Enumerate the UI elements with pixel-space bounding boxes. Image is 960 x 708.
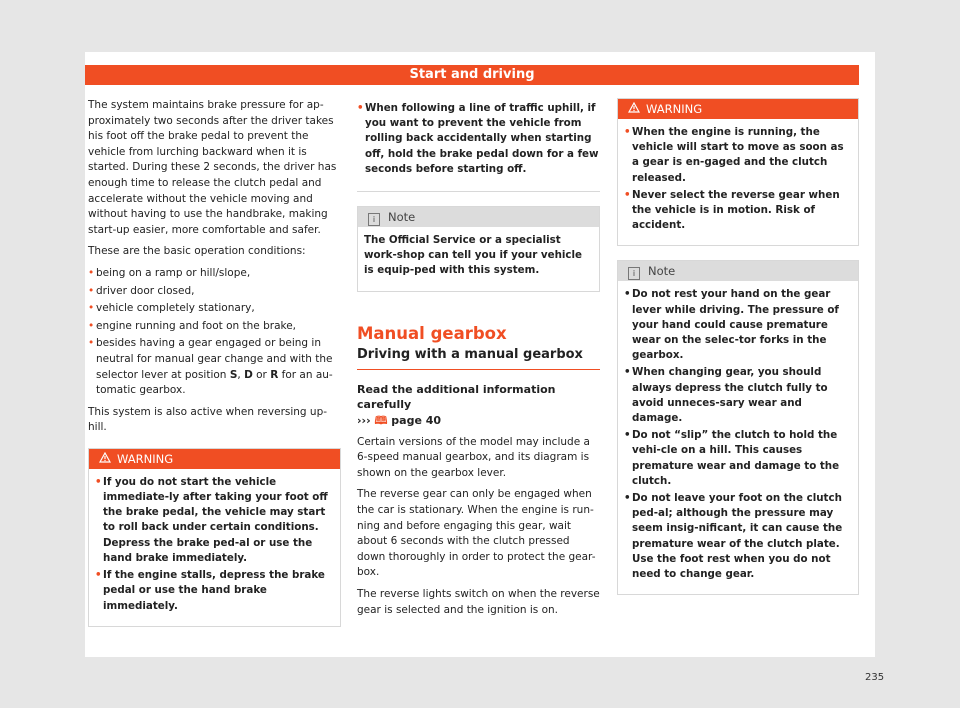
list-item: • driver door closed,	[88, 284, 341, 300]
manual-page	[85, 52, 885, 683]
reversing-paragraph: This system is also active when reversing up-hill.	[88, 405, 328, 434]
note-title: Note	[388, 210, 416, 225]
warning-title: WARNING	[646, 102, 703, 116]
warning-list	[624, 125, 852, 233]
reference-line	[357, 382, 600, 429]
info-icon: i	[368, 213, 380, 226]
note-title: Note	[648, 264, 676, 279]
reference-arrows: ›››	[357, 414, 371, 427]
column-right	[617, 98, 859, 609]
conditions-intro: These are the basic operation conditions:	[88, 245, 306, 258]
section-title: Manual gearbox	[357, 323, 507, 343]
info-icon: i	[628, 267, 640, 280]
column-left	[88, 98, 341, 641]
note-box	[357, 206, 600, 292]
list-item: • being on a ramp or hill/slope,	[88, 266, 341, 282]
warning-box	[88, 448, 341, 627]
warning-body	[618, 119, 858, 245]
subsection-title: Driving with a manual gearbox	[357, 347, 600, 370]
separator: ,	[237, 368, 245, 381]
position-d: D	[244, 368, 253, 381]
position-s: S	[229, 368, 238, 381]
continued-warning-body	[357, 98, 600, 191]
warning-triangle-icon	[628, 99, 640, 119]
list-item: • engine running and foot on the brake,	[88, 319, 341, 335]
note-header	[618, 261, 858, 281]
note-header	[358, 207, 599, 227]
conditions-list	[88, 266, 341, 399]
position-r: R	[270, 368, 279, 381]
condition-text: besides having a gear engaged or being in neutral for manual gear change and with the selector lever at position	[96, 337, 333, 381]
list-item: • When changing gear, you should always depress the clutch fully to avoid unneces-sary wear and damage.	[624, 365, 852, 426]
list-item: • vehicle completely stationary,	[88, 301, 341, 317]
note-list	[624, 287, 852, 582]
gearbox-paragraph: Certain versions of the model may include a 6-speed manual gearbox, and its diagram is shown on the gearbox lever.	[357, 435, 590, 479]
warning-header	[89, 449, 340, 469]
note-body	[618, 281, 858, 594]
list-item	[88, 336, 341, 398]
continued-warning-box	[357, 98, 600, 192]
list-item: • When following a line of traffic uphill, if you want to prevent the vehicle from rolling back accidentally when starting off, hold the brake pedal down for a few seconds before starting off.	[357, 101, 600, 177]
note-body	[358, 227, 599, 291]
warning-list	[95, 475, 334, 614]
list-item: • Do not rest your hand on the gear lever while driving. The pressure of your hand could cause premature wear on the selec-tor forks in the gearbox.	[624, 287, 852, 363]
separator: or	[252, 368, 271, 381]
reverse-gear-paragraph: The reverse gear can only be engaged when the car is stationary. When the engine is run-ning and before engaging this gear, wait about 6 seconds with the clutch pressed down thoroughly in order to protect the gear-box.	[357, 488, 596, 579]
book-icon: 🕮	[374, 414, 388, 427]
list-item: • Do not “slip” the clutch to hold the vehi-cle on a hill. This causes premature wear and damage to the clutch.	[624, 428, 852, 489]
chapter-header: Start and driving	[85, 65, 859, 85]
note-text: The Official Service or a specialist work-shop can tell you if your vehicle is equip-ped with this system.	[364, 234, 583, 277]
warning-title: WARNING	[117, 451, 174, 466]
list-item: • When the engine is running, the vehicle will start to move as soon as a gear is en-gaged and the clutch released.	[624, 125, 852, 186]
list-item: • If you do not start the vehicle immediate-ly after taking your foot off the brake pedal, the vehicle may start to roll back under certain conditions. Depress the brake ped-al or use the hand brake immediately.	[95, 475, 334, 566]
list-item: • If the engine stalls, depress the brake pedal or use the hand brake immediately.	[95, 568, 334, 614]
list-item: • Do not leave your foot on the clutch ped-al; although the pressure may seem insig-nificant, it can cause the premature wear of the clutch plate. Use the foot rest when you do not need to change gear.	[624, 491, 852, 582]
column-middle	[357, 98, 600, 624]
condition-text: for an au-tomatic gearbox.	[96, 368, 333, 397]
warning-body	[89, 469, 340, 626]
continued-warning-list	[357, 101, 600, 177]
warning-box	[617, 98, 859, 246]
warning-header	[618, 99, 858, 119]
list-item: • Never select the reverse gear when the vehicle is in motion. Risk of accident.	[624, 188, 852, 234]
note-box	[617, 260, 859, 595]
warning-triangle-icon	[99, 449, 111, 469]
page-number: 235	[865, 672, 885, 683]
reverse-lights-paragraph: The reverse lights switch on when the reverse gear is selected and the ignition is on.	[357, 587, 600, 616]
intro-paragraph: The system maintains brake pressure for ap-proximately two seconds after the driver takes his foot off the brake pedal to prevent the vehicle from lurching backward when it is started. During these 2 seconds, the driver has enough time to release the clutch pedal and accelerate without the vehicle moving and without having to use the handbrake, making start-up easier, more comfortable and safer.	[88, 99, 337, 236]
reference-text: Read the additional information carefully	[357, 382, 556, 412]
reference-page-link[interactable]: page 40	[391, 414, 442, 427]
